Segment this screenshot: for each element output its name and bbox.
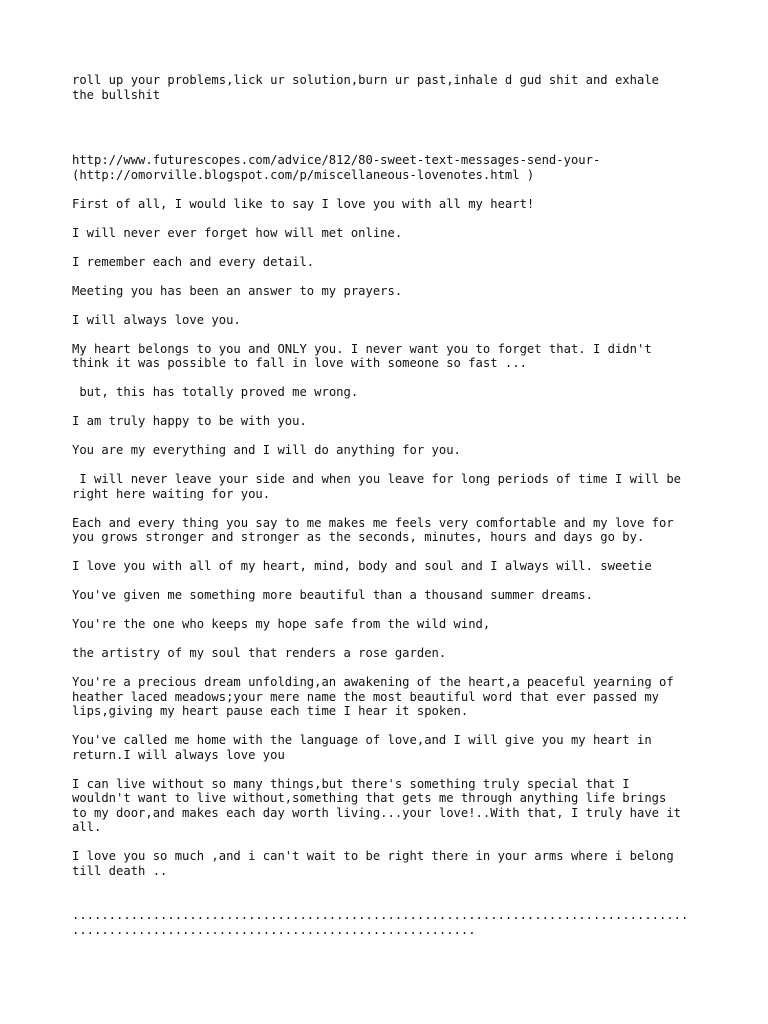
paragraph: You are my everything and I will do anything for you. xyxy=(72,443,461,457)
paragraph: I will never leave your side and when you leave for long periods of time I will be right here waiting for you. xyxy=(72,472,682,501)
paragraph: but, this has totally proved me wrong. xyxy=(72,385,359,399)
paragraph: You're a precious dream unfolding,an awakening of the heart,a peaceful yearning of heather laced meadows;your mere name the most beautiful word that ever passed my lips,giving my heart pause each time I hear it spoken. xyxy=(72,675,674,718)
paragraph: My heart belongs to you and ONLY you. I never want you to forget that. I didn't think it was possible to fall in love with someone so fast ... xyxy=(72,341,652,370)
paragraph: You're the one who keeps my hope safe from the wild wind, xyxy=(72,617,491,631)
paragraph: I will never ever forget how will met online. xyxy=(72,225,403,240)
document-body xyxy=(72,73,712,937)
paragraph: the artistry of my soul that renders a rose garden. xyxy=(72,646,447,660)
paragraph: You've given me something more beautiful than a thousand summer dreams. xyxy=(72,588,593,602)
paragraph: First of all, I would like to say I love you with all my heart! xyxy=(72,196,535,211)
paragraph: I can live without so many things,but there's something truly special that I wouldn't want to live without,something that gets me through anything life brings to my door,and makes each day worth living...your love!..With that, I truly have it all. xyxy=(72,776,682,834)
paragraph: I love you so much ,and i can't wait to be right there in your arms where i belong till death .. xyxy=(72,849,674,878)
paragraph: You've called me home with the language of love,and I will give you my heart in return.I will always love you xyxy=(72,733,652,762)
source-links: http://www.futurescopes.com/advice/812/80-sweet-text-messages-send-your- (http://omorville.blogspot.com/p/miscellaneous-lovenotes.html ) xyxy=(72,153,601,182)
paragraph: Each and every thing you say to me makes me feels very comfortable and my love for you grows stronger and stronger as the seconds, minutes, hours and days go by. xyxy=(72,515,674,544)
paragraph: I love you with all of my heart, mind, body and soul and I always will. sweetie xyxy=(72,559,652,573)
paragraph: I will always love you. xyxy=(72,312,241,327)
dotted-separator: .................................................................................... ....................................................... xyxy=(72,908,689,937)
paragraph: Meeting you has been an answer to my prayers. xyxy=(72,283,403,298)
paragraph: I remember each and every detail. xyxy=(72,254,315,269)
paragraph: I am truly happy to be with you. xyxy=(72,414,307,428)
intro-text: roll up your problems,lick ur solution,burn ur past,inhale d gud shit and exhale the bullshit xyxy=(72,73,659,102)
